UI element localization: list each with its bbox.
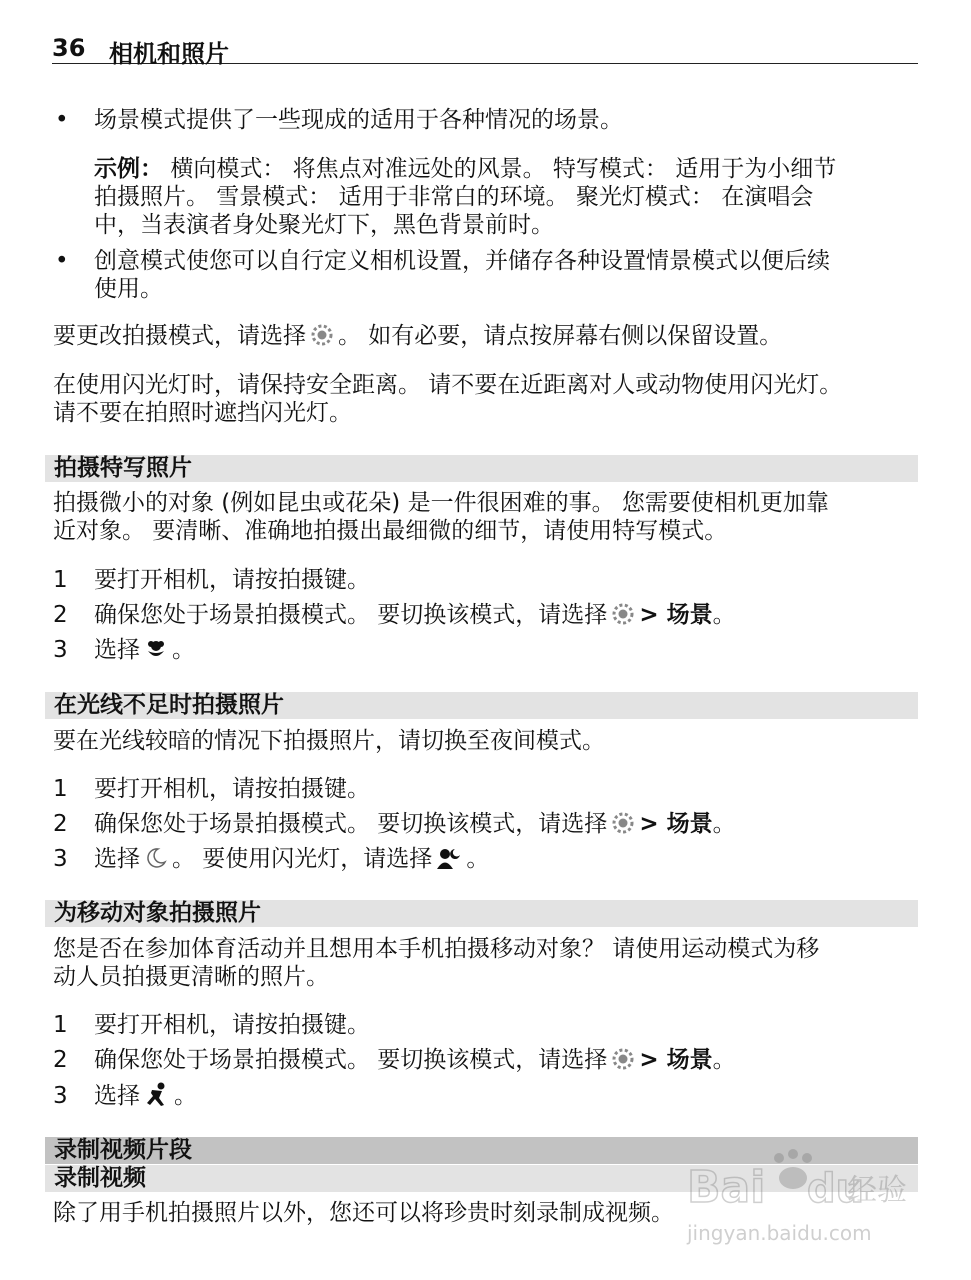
bullet-creative-line-2: 使用。 [94,276,163,302]
section-title: 在光线不足时拍摄照片 [54,692,284,718]
bullet-marker: • [55,248,69,274]
closeup-desc-line-2: 近对象。 要清晰、准确地拍摄出最细微的细节，请使用特写模式。 [53,518,728,544]
step-3: 3 选择 。 [53,1081,197,1114]
night-portrait-icon [436,846,462,877]
flower-macro-icon [144,637,168,668]
step-2: 2 确保您处于场景拍摄模式。 要切换该模式，请选择 > 场景。 [53,601,736,633]
moving-desc-line-1: 您是否在参加体育活动并且想用本手机拍摄移动对象？ 请使用运动模式为移 [53,936,820,962]
step-2: 2 确保您处于场景拍摄模式。 要切换该模式，请选择 > 场景。 [53,1046,736,1078]
section-title: 为移动对象拍摄照片 [54,900,261,926]
step-3: 3 选择 。 要使用闪光灯，请选择 。 [53,845,489,877]
chapter-title: 相机和照片 [109,40,229,68]
step-2: 2 确保您处于场景拍摄模式。 要切换该模式，请选择 > 场景。 [53,810,736,842]
gear-icon [611,602,635,633]
section-header-lowlight [45,692,918,719]
change-mode-text: 要更改拍摄模式，请选择 。 如有必要，请点按屏幕右侧以保留设置。 [53,322,782,354]
example-line-1: 示例： 横向模式： 将焦点对准远处的风景。 特写模式： 适用于为小细节 [94,156,837,182]
sports-runner-icon [144,1081,170,1114]
bullet-scene-modes: 场景模式提供了一些现成的适用于各种情况的场景。 [94,107,623,133]
page-number: 36 [52,34,86,62]
video-desc: 除了用手机拍摄照片以外，您还可以将珍贵时刻录制成视频。 [53,1200,674,1226]
gear-icon [310,323,334,354]
moon-icon [144,846,168,877]
section-header-moving [45,900,918,927]
example-line-3: 中，当表演者身处聚光灯下，黑色背景前时。 [94,212,554,238]
step-1: 1 要打开相机，请按拍摄键。 [53,776,370,802]
subsection-title: 录制视频 [54,1165,146,1191]
gear-icon [611,1047,635,1078]
watermark-cn: 经验 [847,1173,907,1208]
watermark-brand: Bai [687,1162,766,1213]
step-1: 1 要打开相机，请按拍摄键。 [53,567,370,593]
example-line-2: 拍摄照片。 雪景模式： 适用于非常白的环境。 聚光灯模式： 在演唱会 [94,184,814,210]
baidu-watermark [685,1140,915,1250]
watermark-brand-2: du [807,1166,865,1212]
section-title: 录制视频片段 [54,1137,192,1163]
page-header [52,30,918,68]
flash-warning-line-1: 在使用闪光灯时，请保持安全距离。 请不要在近距离对人或动物使用闪光灯。 [53,372,843,398]
flash-warning-line-2: 请不要在拍照时遮挡闪光灯。 [53,400,352,426]
gear-icon [611,811,635,842]
closeup-desc-line-1: 拍摄微小的对象 (例如昆虫或花朵) 是一件很困难的事。 您需要使相机更加靠 [53,490,829,516]
section-header-closeup [45,455,918,482]
watermark-url: jingyan.baidu.com [687,1221,872,1245]
example-label: 示例： [94,156,163,182]
lowlight-desc: 要在光线较暗的情况下拍摄照片，请切换至夜间模式。 [53,728,605,754]
moving-desc-line-2: 动人员拍摄更清晰的照片。 [53,964,329,990]
step-3: 3 选择 。 [53,636,195,668]
section-title: 拍摄特写照片 [54,455,192,481]
bullet-creative-line-1: 创意模式使您可以自行定义相机设置，并储存各种设置情景模式以便后续 [94,248,830,274]
step-1: 1 要打开相机，请按拍摄键。 [53,1012,370,1038]
bullet-marker: • [55,107,69,133]
